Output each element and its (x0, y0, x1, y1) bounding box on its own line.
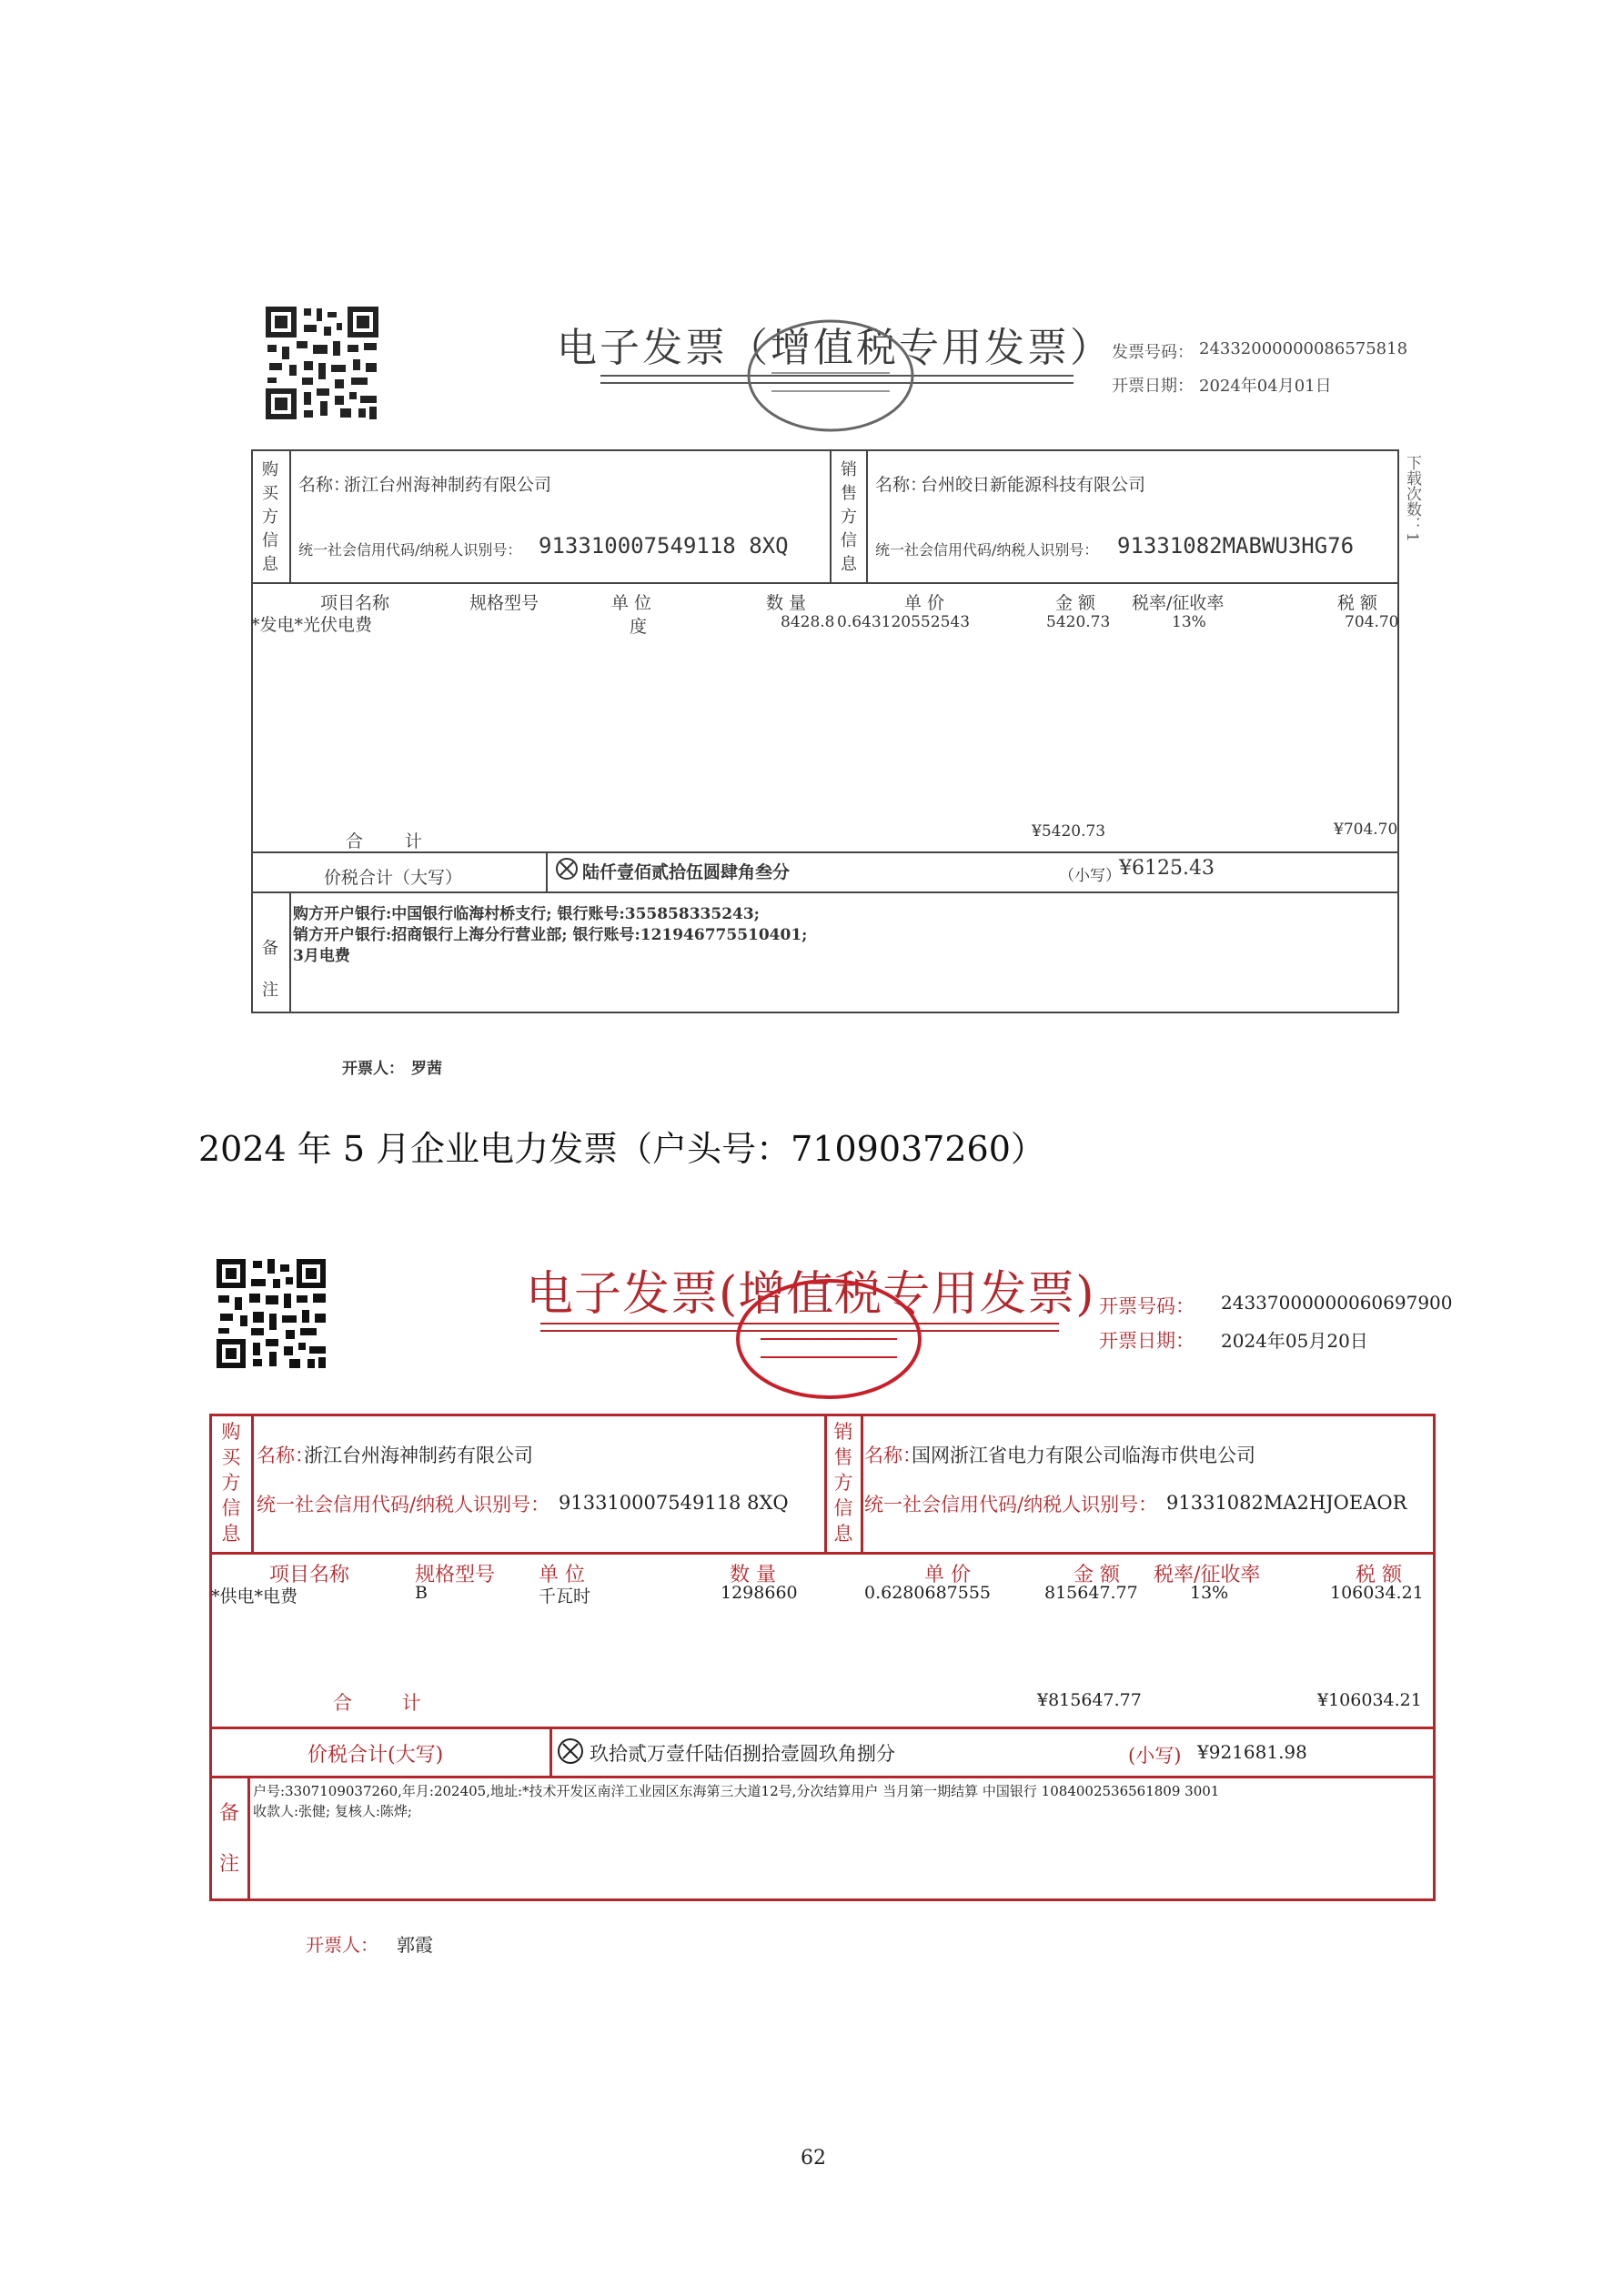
divider (209, 1776, 1436, 1778)
col-header-spec: 规格型号 (469, 593, 539, 613)
issuer-name: 罗茜 (411, 1060, 442, 1078)
buyer-tax-label: 统一社会信用代码/纳税人识别号： (298, 541, 522, 559)
tax-bureau-stamp (733, 1275, 924, 1403)
total-label: 合 计 (346, 831, 423, 851)
buyer-side-label: 购买方信息 (262, 460, 278, 574)
divider (830, 449, 832, 582)
buyer-name: 浙江台州海神制药有限公司 (304, 1445, 533, 1466)
col-header-tax: 税 额 (1337, 593, 1378, 613)
divider (251, 851, 1399, 853)
item-qty: 8428.8 (781, 613, 835, 631)
invoice-date: 2024年05月20日 (1221, 1330, 1368, 1352)
issuer-name: 郭霞 (397, 1934, 433, 1956)
col-header-price: 单 价 (904, 593, 945, 613)
seller-name: 国网浙江省电力有限公司临海市供电公司 (912, 1445, 1255, 1466)
item-amount: 815647.77 (1044, 1583, 1138, 1603)
invoice-number-label: 发票号码： (1112, 343, 1194, 362)
issuer-label: 开票人： (342, 1060, 404, 1078)
item-price: 0.6280687555 (864, 1583, 992, 1603)
grand-total-label: 价税合计(大写) (307, 1744, 444, 1767)
remarks-label: 备注 (262, 939, 278, 1000)
remarks-line: 户号:3307109037260,年月:202405,地址:*技术开发区南洋工业园区东海第三大道12号,分次结算用户 当月第一期结算 中国银行 1084002536561809 3001 (253, 1783, 1220, 1799)
divider (289, 449, 291, 582)
total-amount: ¥5420.73 (1032, 822, 1106, 841)
seller-side-label: 销售方信息 (833, 1421, 853, 1545)
divider (209, 1727, 1436, 1729)
invoice-number-label: 开票号码： (1099, 1295, 1195, 1317)
divider (251, 891, 1399, 893)
total-tax: ¥106034.21 (1317, 1690, 1422, 1710)
tax-bureau-stamp (744, 317, 917, 435)
remarks-line: 收款人:张健; 复核人:陈烨; (253, 1803, 412, 1819)
download-count-note: 下载次数：1 (1403, 455, 1421, 542)
col-header-amount: 金 额 (1055, 593, 1096, 613)
col-header-rate: 税率/征收率 (1132, 593, 1225, 613)
col-header-price: 单 价 (924, 1564, 971, 1586)
grand-total-small-label: （小写） (1059, 867, 1121, 885)
buyer-tax-id: 913310007549118 8XQ (539, 533, 789, 559)
seller-name-label: 名称： (864, 1445, 922, 1466)
invoice-1 (0, 0, 1623, 1092)
invoice-number: 24337000000060697900 (1221, 1292, 1453, 1314)
qr-code-icon (264, 305, 380, 421)
divider (546, 851, 548, 891)
invoice-date: 2024年04月01日 (1199, 377, 1332, 396)
item-amount: 5420.73 (1046, 613, 1111, 631)
divider (247, 1776, 250, 1901)
total-tax: ¥704.70 (1334, 821, 1398, 839)
seller-tax-id: 91331082MABWU3HG76 (1117, 533, 1355, 559)
divider (289, 891, 291, 1013)
cross-circle-icon (557, 1737, 584, 1765)
qr-code-icon (215, 1257, 328, 1370)
item-name: *供电*电费 (211, 1586, 298, 1606)
divider (209, 1552, 1436, 1555)
section-caption: 2024 年 5 月企业电力发票（户头号：7109037260） (198, 1129, 1045, 1169)
invoice-2 (0, 1210, 1623, 2029)
seller-tax-label: 统一社会信用代码/纳税人识别号： (875, 541, 1099, 559)
buyer-name-label: 名称： (257, 1445, 314, 1466)
divider (861, 1414, 863, 1552)
col-header-rate: 税率/征收率 (1154, 1564, 1261, 1586)
col-header-qty: 数 量 (766, 593, 807, 613)
divider (866, 449, 868, 582)
col-header-item: 项目名称 (269, 1564, 350, 1586)
invoice-table-frame (209, 1414, 1436, 1901)
col-header-unit: 单 位 (611, 593, 652, 613)
col-header-qty: 数 量 (730, 1564, 776, 1586)
divider (549, 1727, 552, 1776)
total-amount: ¥815647.77 (1037, 1690, 1142, 1710)
item-price: 0.643120552543 (837, 613, 971, 631)
total-label: 合 计 (333, 1692, 421, 1714)
page-number: 62 (801, 2147, 826, 2170)
cross-circle-icon (555, 857, 579, 881)
buyer-name: 浙江台州海神制药有限公司 (344, 475, 552, 495)
divider (251, 1414, 254, 1552)
item-rate: 13% (1172, 613, 1206, 631)
grand-total-small: ¥921681.98 (1197, 1741, 1307, 1763)
item-unit: 度 (630, 617, 648, 637)
grand-total-words: 陆仟壹佰贰拾伍圆肆角叁分 (582, 862, 791, 882)
invoice-number: 24332000000086575818 (1199, 339, 1408, 358)
remarks-label: 备注 (218, 1802, 239, 1876)
seller-tax-id: 91331082MA2HJOEAOR (1166, 1492, 1407, 1514)
item-name: *发电*光伏电费 (251, 615, 373, 635)
item-spec: B (415, 1583, 428, 1603)
buyer-name-label: 名称： (298, 475, 351, 495)
buyer-side-label: 购买方信息 (221, 1421, 241, 1545)
col-header-item: 项目名称 (320, 593, 390, 613)
issuer-label: 开票人： (306, 1934, 378, 1956)
remarks-line: 购方开户银行:中国银行临海村桥支行; 银行账号:355858335243; (293, 905, 760, 923)
invoice-title: 电子发票(增值税专用发票) (526, 1267, 1095, 1322)
grand-total-small: ¥6125.43 (1119, 857, 1215, 880)
col-header-tax: 税 额 (1356, 1564, 1402, 1586)
seller-name: 台州皎日新能源科技有限公司 (921, 475, 1146, 495)
item-qty: 1298660 (721, 1583, 798, 1603)
grand-total-label: 价税合计（大写） (324, 868, 463, 888)
remarks-line: 销方开户银行:招商银行上海分行营业部; 银行账号:121946775510401; (293, 926, 808, 944)
grand-total-words: 玖拾贰万壹仟陆佰捌拾壹圆玖角捌分 (590, 1743, 895, 1765)
invoice-date-label: 开票日期： (1099, 1330, 1195, 1352)
col-header-amount: 金 额 (1074, 1564, 1120, 1586)
seller-side-label: 销售方信息 (841, 460, 857, 574)
buyer-tax-id: 913310007549118 8XQ (559, 1492, 789, 1514)
col-header-spec: 规格型号 (415, 1564, 496, 1586)
item-unit: 千瓦时 (539, 1586, 591, 1606)
invoice-date-label: 开票日期： (1112, 377, 1194, 396)
invoice-title: 电子发票（增值税专用发票） (557, 325, 1113, 371)
seller-tax-label: 统一社会信用代码/纳税人识别号： (864, 1494, 1158, 1516)
remarks-line: 3月电费 (293, 947, 350, 965)
item-tax: 106034.21 (1330, 1583, 1424, 1603)
grand-total-small-label: (小写) (1128, 1745, 1182, 1767)
col-header-unit: 单 位 (539, 1564, 585, 1586)
item-rate: 13% (1190, 1583, 1229, 1603)
divider (251, 582, 1399, 584)
buyer-tax-label: 统一社会信用代码/纳税人识别号： (257, 1494, 550, 1516)
seller-name-label: 名称： (875, 475, 928, 495)
item-tax: 704.70 (1345, 613, 1399, 631)
